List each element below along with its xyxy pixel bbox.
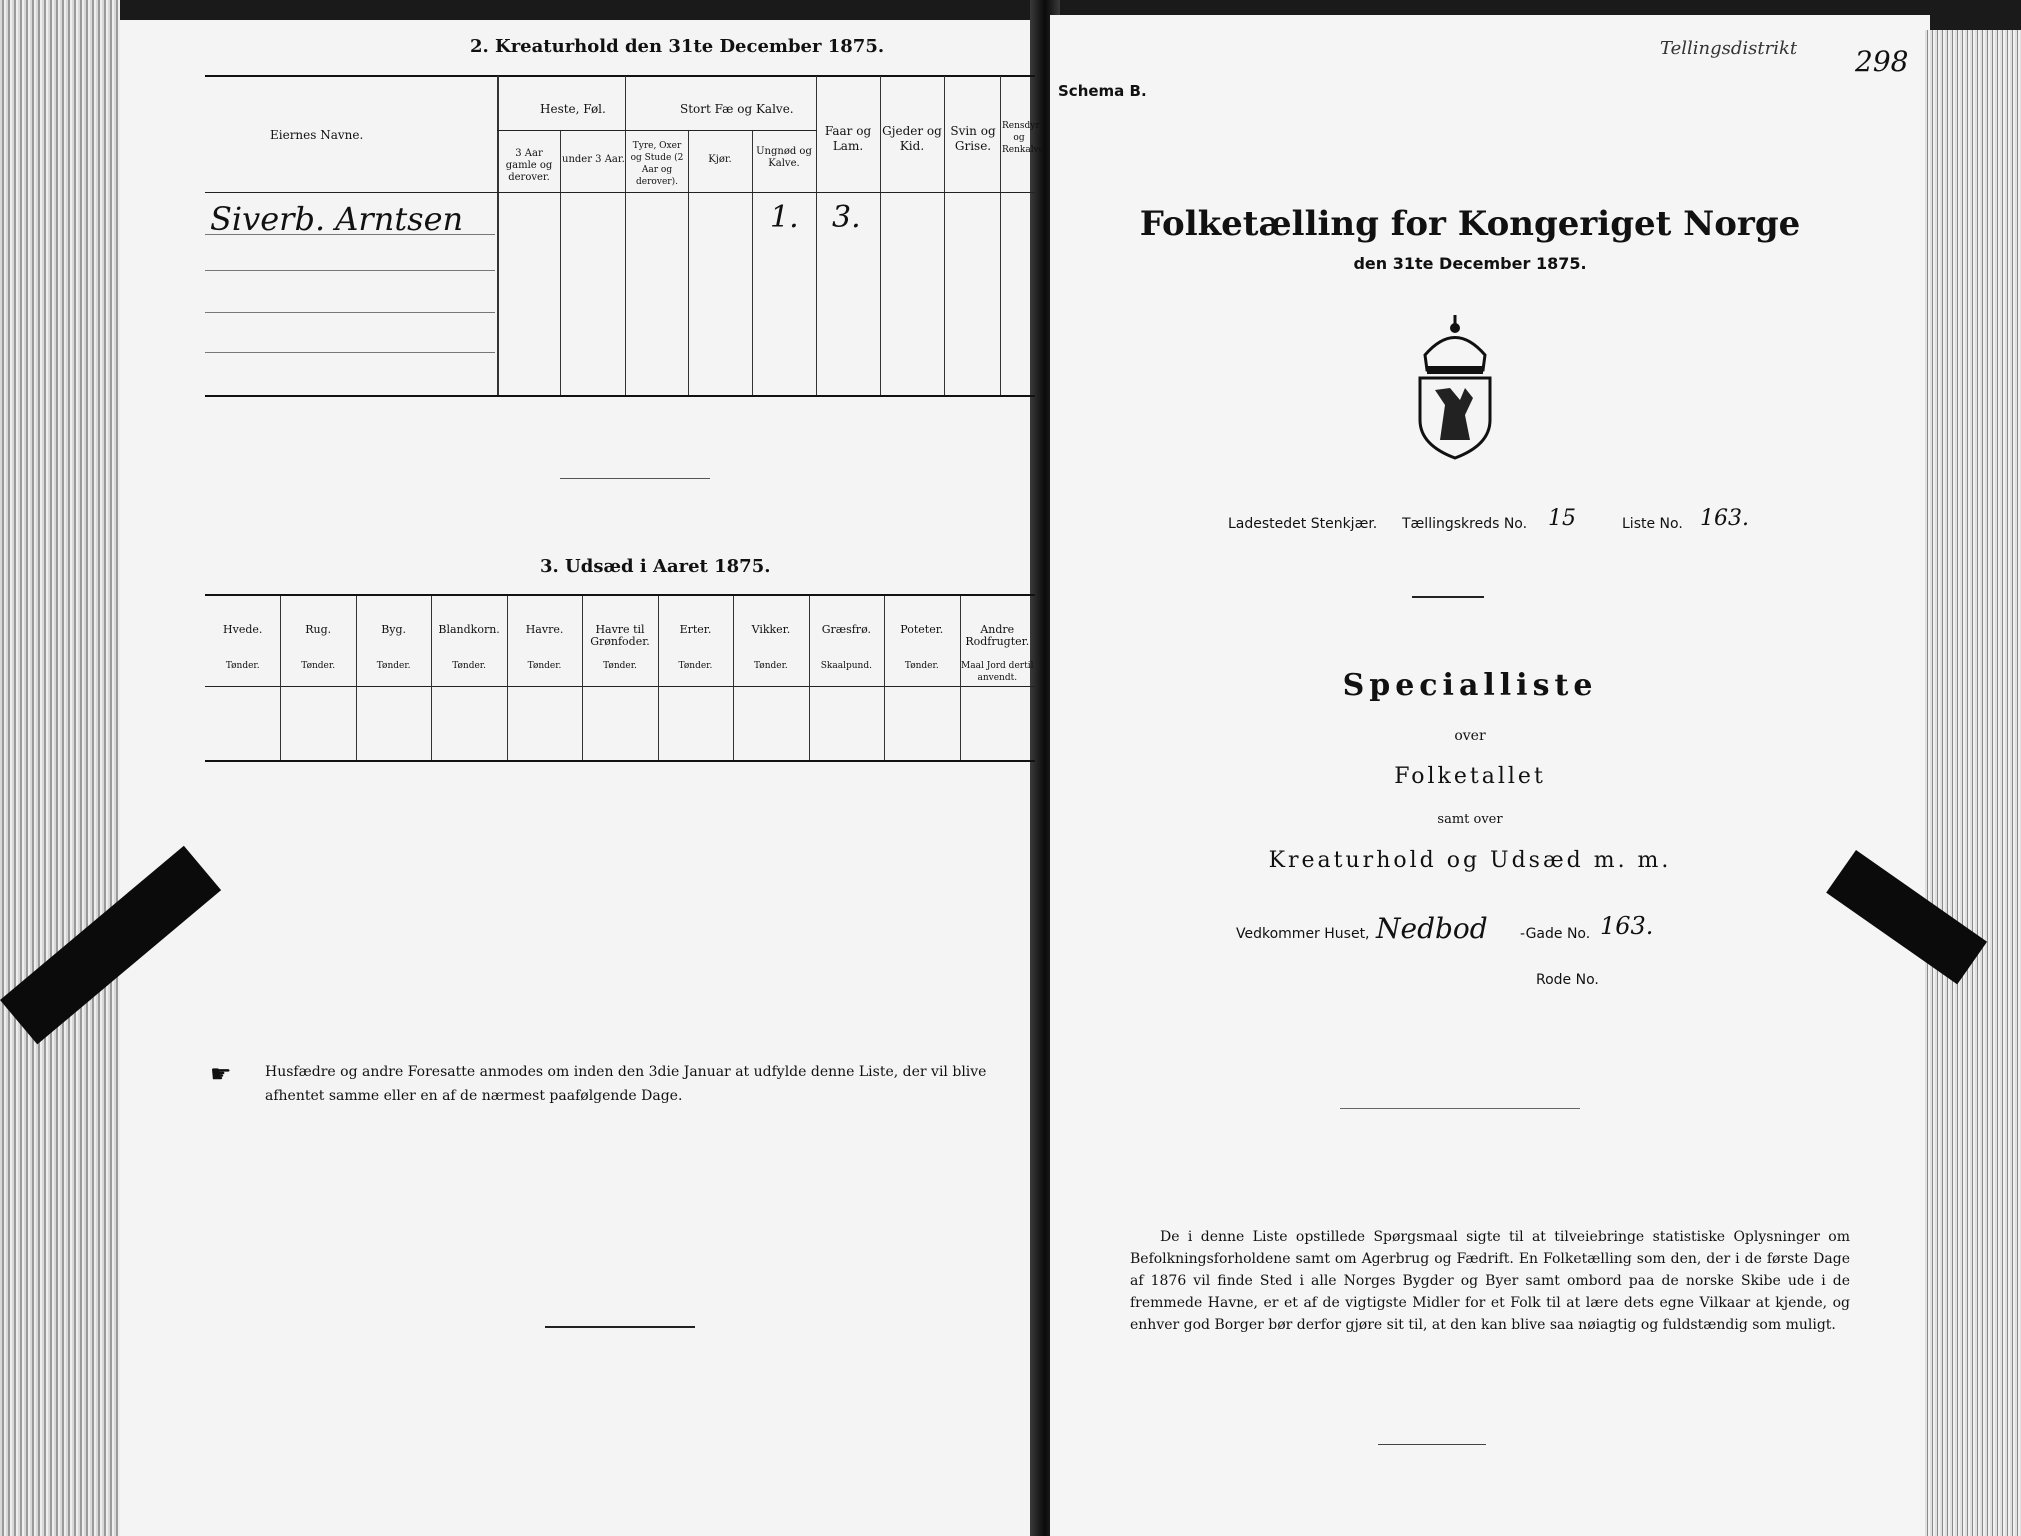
table3-col-name: Vikker. (751, 623, 791, 636)
table3-col-unit: Tønder. (904, 661, 939, 671)
table2-subheader-rule (497, 130, 817, 131)
header-rensdyr: Rensdyr og Renkalve (1002, 121, 1045, 155)
table2-col-line (625, 76, 626, 396)
footer-paragraph: De i denne Liste opstillede Spørgsmaal sigte til at tilveiebringe statistiske Oplysninger om Befolkningsforholdene samt om Agerbrug og Fædrift. En Folketælling som den, der i de første Dage af 1876 vil finde Sted i alle Norges Bygder og Byer samt ombord paa de norske Skibe ude i de fremmede Havne, er et af de vigtigste Midler for et Folk til at lære dets egne Vilkaar at kjende, og enhver god Borger bør derfor gjøre sit til, at den kan blive saa nøiagtig og fuldstændig som muligt. (1130, 1229, 1850, 1333)
left-page (120, 20, 1045, 1536)
table3-col-name: Havre til Grønfoder. (590, 623, 650, 648)
section2-title: 2. Kreaturhold den 31te December 1875. (470, 36, 885, 57)
gade-value: 163. (1600, 912, 1654, 940)
table3-col-name: Byg. (381, 623, 407, 636)
header-heste: Heste, Føl. (540, 102, 606, 116)
table-row-line (205, 270, 495, 271)
table2-col-line (560, 130, 561, 396)
street-value: Nedbod (1376, 912, 1488, 945)
table-row-line (205, 312, 495, 313)
gade-label: -Gade No. (1520, 926, 1591, 942)
table3-col-unit: Tønder. (225, 661, 260, 671)
table3-col-unit: Tønder. (452, 661, 486, 671)
table3-col-name: Blandkorn. (438, 623, 500, 636)
liste-value: 163. (1700, 506, 1749, 531)
coat-of-arms-icon (1405, 310, 1505, 460)
table2-col-line (944, 76, 945, 396)
section3-title: 3. Udsæd i Aaret 1875. (540, 556, 771, 577)
kreaturhold-text: Kreaturhold og Udsæd m. m. (1268, 848, 1672, 873)
liste-label: Liste No. (1622, 516, 1683, 532)
vedkommer-label: Vedkommer Huset, (1236, 926, 1370, 942)
table3-col-unit: Tønder. (678, 661, 713, 671)
header-kjor: Kjør. (708, 154, 732, 165)
table2-col-line (752, 130, 753, 396)
over-text: over (1454, 728, 1486, 744)
divider (1340, 1108, 1580, 1109)
table3-col-unit: Tønder. (376, 661, 411, 671)
ungnod-value: 1. (770, 200, 799, 235)
table3-col-name: Poteter. (900, 623, 944, 636)
header-faar: Faar og Lam. (824, 124, 872, 153)
specialliste-heading: Specialliste (1342, 668, 1598, 703)
rode-label: Rode No. (1536, 972, 1599, 988)
schema-label: Schema B. (1058, 82, 1147, 100)
divider (560, 478, 710, 479)
page-number: 298 (1855, 45, 1909, 78)
place-label: Ladestedet Stenkjær. (1228, 516, 1378, 532)
table2-col-line (816, 76, 817, 396)
samt-over-text: samt over (1437, 812, 1503, 827)
table3-col-unit: Tønder. (527, 661, 562, 671)
divider (1378, 1444, 1486, 1445)
table2-col-line (497, 76, 499, 396)
main-title: Folketælling for Kongeriget Norge (1139, 204, 1801, 244)
table3-col-name: Hvede. (223, 623, 263, 636)
table3-col-name: Græsfrø. (821, 623, 871, 636)
header-owner-names: Eiernes Navne. (270, 128, 364, 142)
table3-header-bottom-rule (205, 686, 1035, 687)
kreds-value: 15 (1548, 506, 1576, 531)
table3-col-name: Andre Rodfrugter. (965, 623, 1030, 648)
table3-top-rule (205, 594, 1035, 596)
table3-col-name: Havre. (525, 623, 564, 636)
header-tyre: Tyre, Oxer og Stude (2 Aar og derover). (630, 141, 684, 187)
table3-col-unit: Tønder. (603, 661, 637, 671)
owner-name-handwritten: Siverb. Arntsen (210, 200, 464, 238)
header-stort-fae: Stort Fæ og Kalve. (680, 102, 794, 116)
header-heste-3aar: 3 Aar gamle og derover. (505, 148, 553, 183)
faar-value: 3. (832, 200, 861, 235)
header-svin: Svin og Grise. (950, 124, 996, 153)
left-page-edges (0, 0, 120, 1536)
folketallet-text: Folketallet (1394, 764, 1546, 789)
divider (1412, 596, 1484, 598)
table3-col-name: Rug. (305, 623, 332, 636)
corner-note-handwritten: Tellingsdistrikt (1660, 38, 1798, 59)
table2-col-line (880, 76, 881, 396)
table3-bottom-rule (205, 760, 1035, 762)
table2-col-line (1000, 76, 1001, 396)
table-row-line (205, 234, 495, 235)
table2-col-line (688, 130, 689, 396)
table2-bottom-rule (205, 395, 1035, 397)
table2-header-bottom-rule (205, 192, 1035, 193)
table2-top-rule (205, 75, 1035, 77)
notice-text: Husfædre og andre Foresatte anmodes om inden den 3die Januar at udfylde denne Liste, der vil blive afhentet samme eller en af de nærmest paafølgende Dage. (265, 1064, 987, 1104)
table3-col-unit: Skaalpund. (820, 661, 872, 671)
table3-col-unit: Tønder. (301, 661, 336, 671)
table-row-line (205, 352, 495, 353)
header-ungnod: Ungnød og Kalve. (756, 146, 812, 169)
header-heste-under3: under 3 Aar. (562, 154, 625, 165)
table3-col-unit: Tønder. (754, 661, 788, 671)
right-page-edges (1925, 30, 2021, 1536)
table3-col-name: Erter. (679, 623, 712, 636)
main-subtitle: den 31te December 1875. (1353, 254, 1587, 273)
table3-col-unit: Maal Jord dertil anvendt. (961, 661, 1034, 683)
kreds-label: Tællingskreds No. (1402, 516, 1528, 532)
header-gjeder: Gjeder og Kid. (882, 124, 942, 153)
divider (545, 1326, 695, 1328)
pointing-hand-icon: ☛ (210, 1060, 232, 1088)
